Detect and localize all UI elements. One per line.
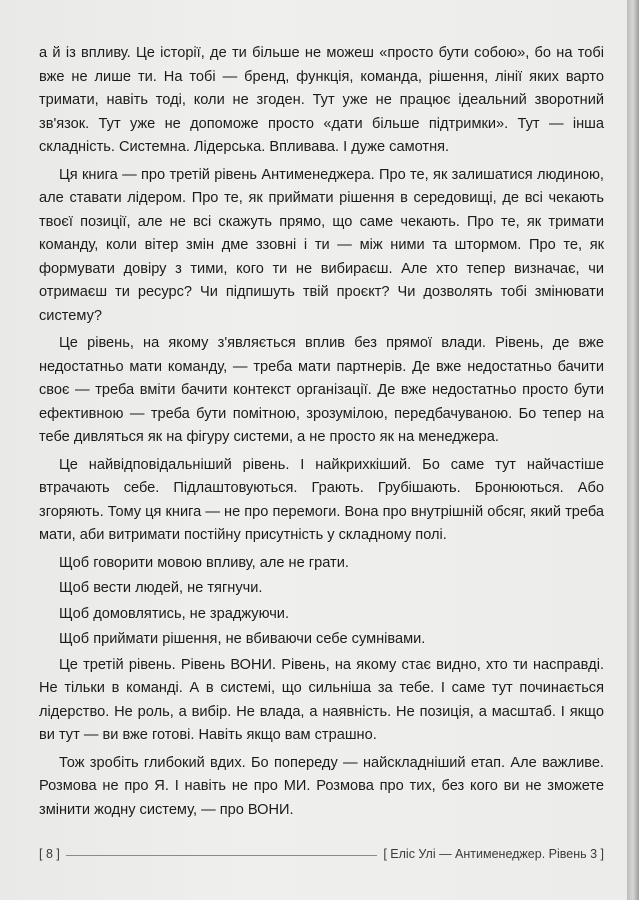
- footer-rule: [66, 855, 378, 856]
- paragraph-influence-level: Це рівень, на якому з'являється вплив без прямої влади. Рівень, де вже недостатньо мати команду, — треба мати партнерів. Де вже недостатньо бачити своє — треба вміти бачити контекст організації. Де вже недостатньо просто бути ефективною — треба бути помітною, зрозумілою, передбачуваною. Бо тепер на тебе дивляться як на фігуру системи, а не просто як на менеджера.: [39, 335, 604, 445]
- paragraph-continuation: а й із впливу. Це історії, де ти більше не можеш «просто бути собою», бо на тобі вже не лише ти. На тобі — бренд, функція, команда, рішення, лінії яких варто тримати, навіть тоді, коли не згоден. Тут уже не працює ідеальний зворотний зв'язок. Тут уже не допоможе просто «дати більше підтримки». Тут — інша складність. Системна. Лідерська. Впливава. І дуже самотня.: [39, 45, 604, 155]
- body-text: [39, 42, 604, 826]
- paragraph-responsibility: Це найвідповідальніший рівень. І найкрихкіший. Бо саме тут найчастіше втрачають себе. Підлаштовуються. Грають. Грубішають. Бронюються. Або згоряють. Тому ця книга — не про перемоги. Вона про внутрішній обсяг, який треба мати, аби витримати постійну присутність у складному полі.: [39, 456, 604, 543]
- short-line: Щоб говорити мовою впливу, але не грати.: [59, 554, 349, 571]
- page-footer: [39, 844, 604, 864]
- page-number: [ 8 ]: [39, 847, 60, 861]
- short-line: Щоб домовлятись, не зраджуючи.: [59, 605, 290, 622]
- paragraph-about-book: Ця книга — про третій рівень Антименеджера. Про те, як залишатися людиною, але ставати лідером. Про те, як приймати рішення в середовищі, де всі чекають твоєї позиції, але не всі скажуть прямо, що саме чекають. Про те, як тримати команду, коли вітер змін дме ззовні і ти — між ними та штормом. Про те, як формувати довіру з тими, кого ти не вибираєш. Але хто тепер визначає, чи отримаєш ти ресурс? Чи підпишуть твій проєкт? Чи дозволять тобі змінювати систему?: [39, 166, 604, 324]
- paragraph-closing: Тож зробіть глибокий вдих. Бо попереду — найскладніший етап. Але важливе. Розмова не про Я. І навіть не про МИ. Розмова про тих, без кого ви не зможете змінити жодну систему, — про ВОНИ.: [39, 754, 604, 818]
- paragraph-third-level: Це третій рівень. Рівень ВОНИ. Рівень, на якому стає видно, хто ти насправді. Не тільки в команді. А в системі, що сильніша за тебе. І саме тут починається лідерство. Не роль, а вибір. Не влада, а наявність. Не позиція, а масштаб. І якщо ви тут — ви вже готові. Навіть якщо вам страшно.: [39, 656, 604, 743]
- running-title: [ Еліс Улі — Антименеджер. Рівень 3 ]: [383, 847, 604, 861]
- page-edge: [627, 0, 639, 900]
- short-line: Щоб вести людей, не тягнучи.: [59, 580, 263, 596]
- short-line: Щоб приймати рішення, не вбиваючи себе сумнівами.: [59, 631, 426, 647]
